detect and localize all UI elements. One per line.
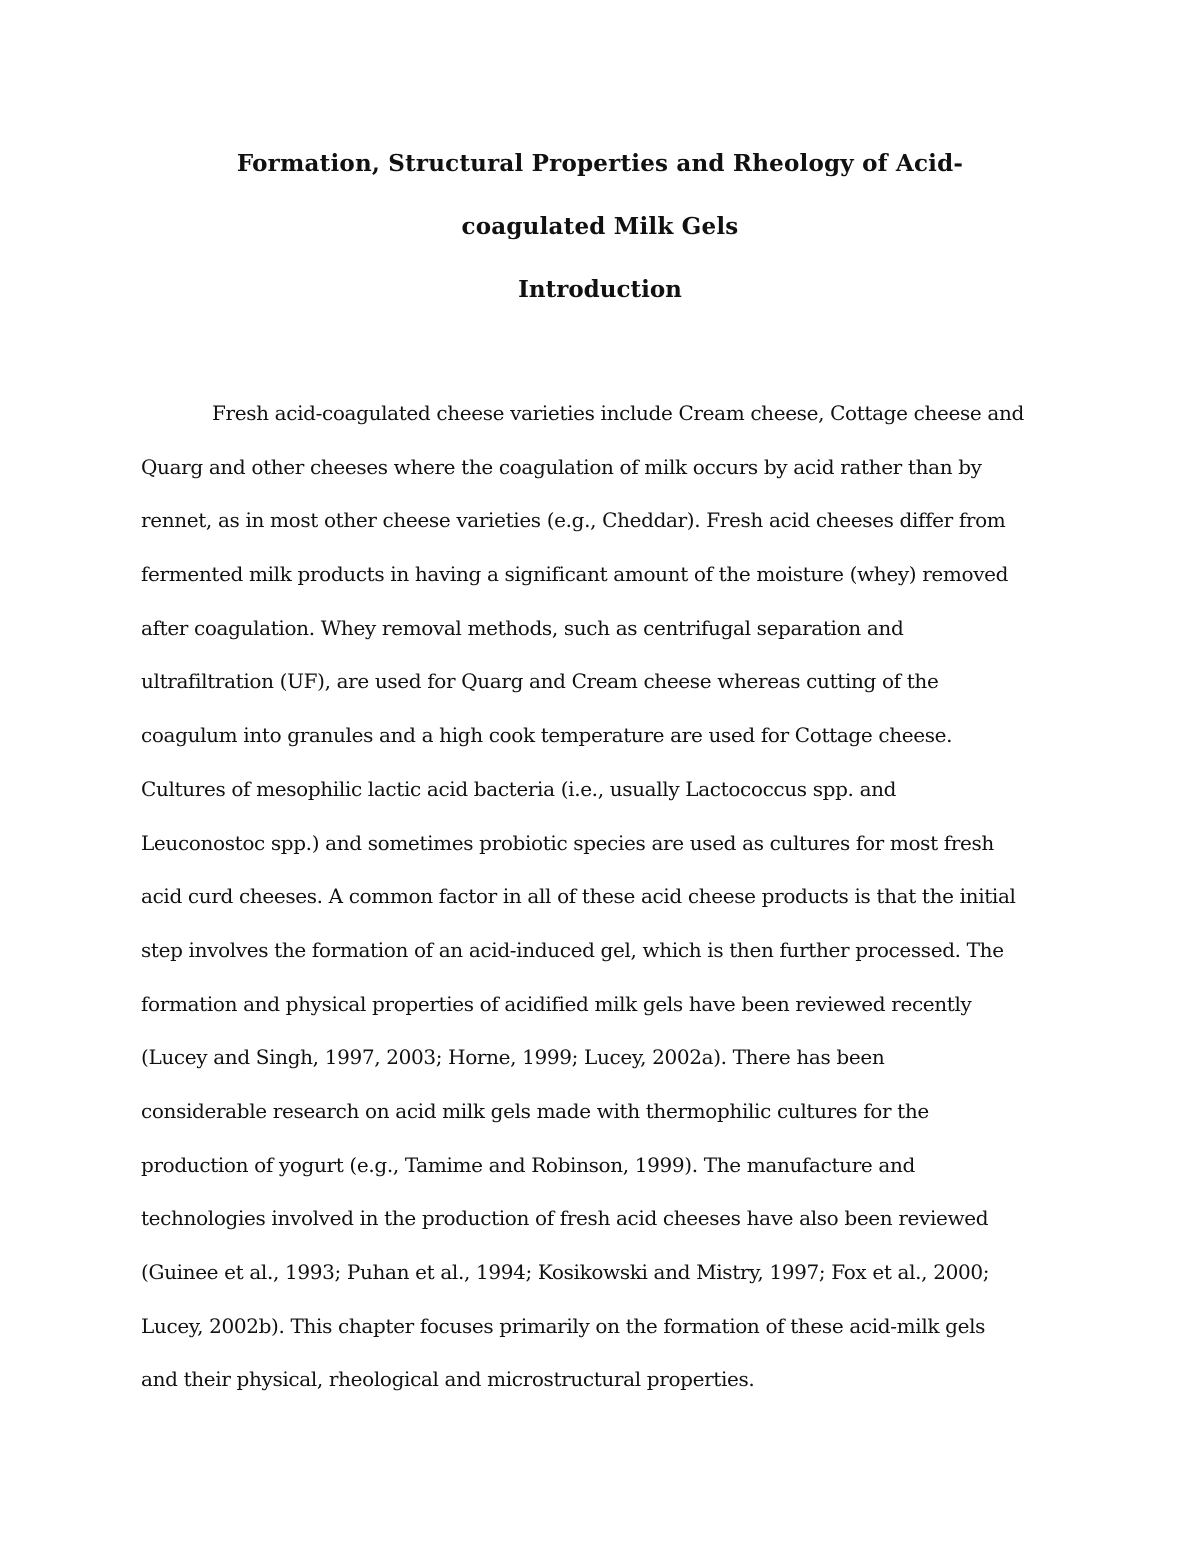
paragraph-line: ultrafiltration (UF), are used for Quarg and Cream cheese whereas cutting of the <box>141 669 939 694</box>
paragraph-line: Cultures of mesophilic lactic acid bacteria (i.e., usually Lactococcus spp. and <box>141 776 897 801</box>
paragraph-line: Fresh acid-coagulated cheese varieties include Cream cheese, Cottage cheese and <box>212 401 1024 425</box>
document-title-line-1: Formation, Structural Properties and Rheology of Acid- <box>236 150 964 177</box>
paragraph-line: after coagulation. Whey removal methods, such as centrifugal separation and <box>141 615 904 640</box>
section-heading-introduction: Introduction <box>518 276 682 303</box>
paragraph-line: step involves the formation of an acid-induced gel, which is then further processed. The <box>141 937 1004 962</box>
document-title-line-2: coagulated Milk Gels <box>461 213 739 240</box>
paragraph-line: (Guinee et al., 1993; Puhan et al., 1994; Kosikowski and Mistry, 1997; Fox et al., 2000; <box>141 1260 990 1284</box>
paragraph-line: Leuconostoc spp.) and sometimes probiotic species are used as cultures for most fresh <box>141 830 994 855</box>
paragraph-line: rennet, as in most other cheese varieties (e.g., Cheddar). Fresh acid cheeses differ from <box>141 508 1006 533</box>
paragraph-line: (Lucey and Singh, 1997, 2003; Horne, 1999; Lucey, 2002a). There has been <box>141 1045 885 1070</box>
paragraph-line: coagulum into granules and a high cook temperature are used for Cottage cheese. <box>141 723 953 748</box>
paragraph-line: fermented milk products in having a significant amount of the moisture (whey) removed <box>141 562 1009 587</box>
paragraph-line: Quarg and other cheeses where the coagulation of milk occurs by acid rather than by <box>141 454 982 479</box>
paragraph-line: production of yogurt (e.g., Tamime and Robinson, 1999). The manufacture and <box>141 1152 915 1177</box>
paragraph-line: and their physical, rheological and microstructural properties. <box>141 1367 755 1392</box>
introduction-paragraph <box>141 398 1061 1418</box>
paragraph-line: formation and physical properties of acidified milk gels have been reviewed recently <box>141 991 972 1016</box>
paragraph-line: Lucey, 2002b). This chapter focuses primarily on the formation of these acid-milk gels <box>141 1313 986 1338</box>
paragraph-line: technologies involved in the production of fresh acid cheeses have also been reviewed <box>141 1206 989 1231</box>
paragraph-line: acid curd cheeses. A common factor in all of these acid cheese products is that the initial <box>141 884 1016 909</box>
paragraph-line: considerable research on acid milk gels made with thermophilic cultures for the <box>141 1098 929 1123</box>
